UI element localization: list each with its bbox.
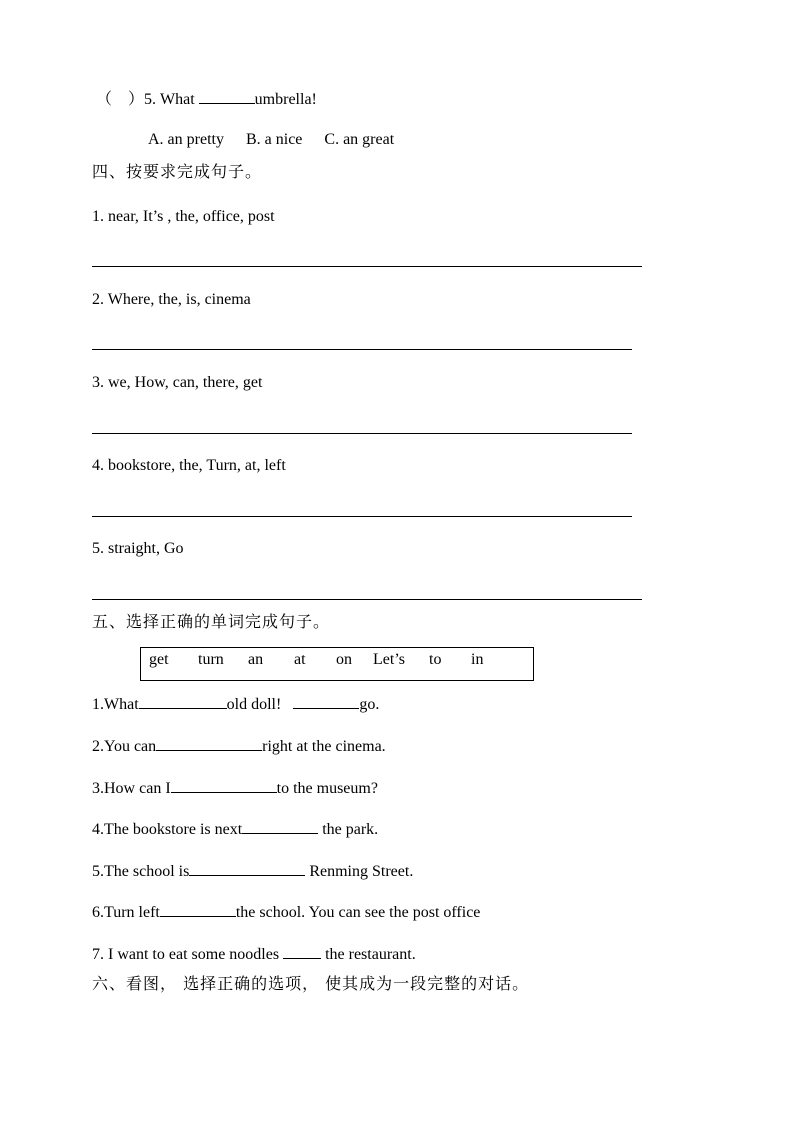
question-3-5: （ ）5. What umbrella! xyxy=(96,88,317,110)
section-4-item: 2. Where, the, is, cinema xyxy=(92,291,251,308)
answer-line[interactable] xyxy=(92,349,632,350)
fill-blank[interactable] xyxy=(189,860,305,876)
section-5-sentence-7: 7. I want to eat some noodles the restaurant. xyxy=(92,943,416,965)
section-4-item: 3. we, How, can, there, get xyxy=(92,374,263,391)
section-4-item: 5. straight, Go xyxy=(92,540,184,557)
section-5-sentence-1: 1.What old doll! go. xyxy=(92,693,379,715)
fill-blank[interactable] xyxy=(242,818,318,834)
word-bank-item: to xyxy=(429,651,442,668)
section-5-sentence-4: 4.The bookstore is next the park. xyxy=(92,818,378,840)
word-bank-item: on xyxy=(336,651,352,668)
section-5-sentence-6: 6.Turn left the school. You can see the post office xyxy=(92,901,480,923)
fill-blank[interactable] xyxy=(171,777,277,793)
fill-blank[interactable] xyxy=(156,735,262,751)
word-bank-item: turn xyxy=(198,651,224,668)
word-bank-item: get xyxy=(149,651,169,668)
answer-line[interactable] xyxy=(92,599,642,600)
section-6-heading: 六、看图， 选择正确的选项， 使其成为一段完整的对话。 xyxy=(92,974,530,993)
section-5-sentence-3: 3.How can I to the museum? xyxy=(92,777,378,799)
section-4-item: 1. near, It’s , the, office, post xyxy=(92,208,275,225)
section-5-sentence-2: 2.You can right at the cinema. xyxy=(92,735,386,757)
answer-line[interactable] xyxy=(92,266,642,267)
question-3-5-options xyxy=(148,130,394,150)
word-bank-item: in xyxy=(471,651,484,668)
option-b: B. a nice xyxy=(245,131,303,148)
section-5-heading: 五、选择正确的单词完成句子。 xyxy=(92,612,331,631)
word-bank-box xyxy=(140,647,534,681)
section-4-heading: 四、按要求完成句子。 xyxy=(92,162,263,181)
fill-blank[interactable] xyxy=(139,693,227,709)
fill-blank[interactable] xyxy=(160,901,236,917)
word-bank-item: at xyxy=(294,651,306,668)
fill-blank[interactable] xyxy=(283,943,321,959)
option-a: A. an pretty xyxy=(148,131,224,148)
word-bank-item: Let’s xyxy=(373,651,405,668)
answer-line[interactable] xyxy=(92,433,632,434)
section-4-item: 4. bookstore, the, Turn, at, left xyxy=(92,457,286,474)
fill-blank[interactable] xyxy=(199,88,255,104)
answer-bracket: （ ） xyxy=(96,91,145,108)
answer-line[interactable] xyxy=(92,516,632,517)
fill-blank[interactable] xyxy=(293,693,359,709)
option-c: C. an great xyxy=(324,131,395,148)
word-bank-item: an xyxy=(248,651,264,668)
section-5-sentence-5: 5.The school is Renming Street. xyxy=(92,860,413,882)
